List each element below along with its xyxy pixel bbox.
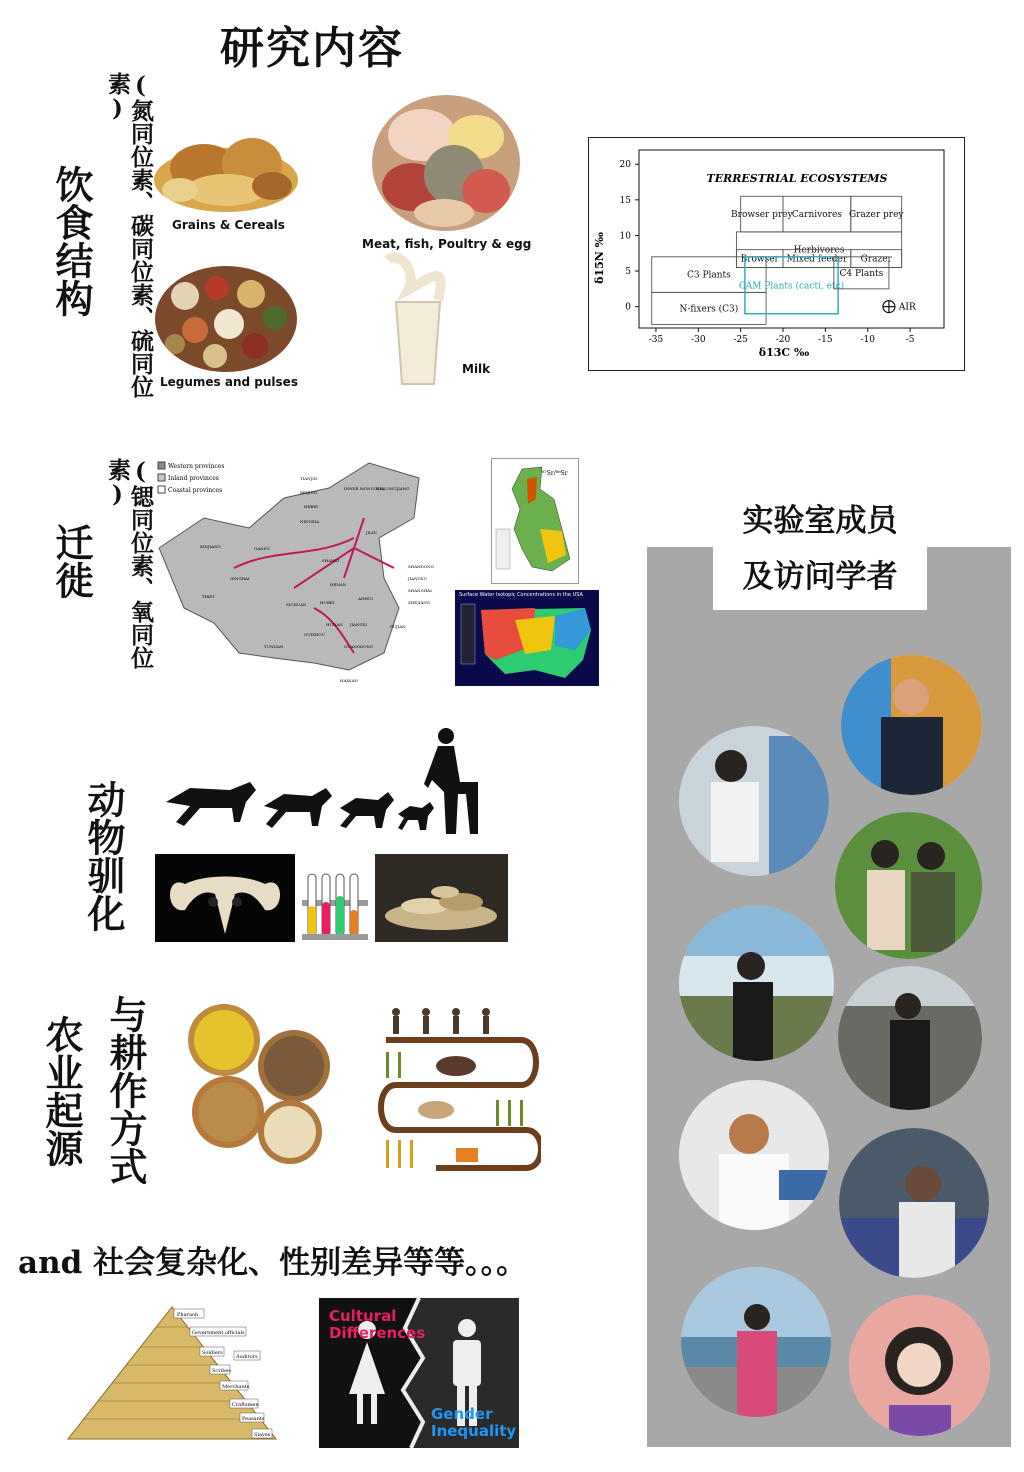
label-meat: Meat, fish, Poultry & egg	[362, 237, 532, 251]
map-label: ANHUI	[358, 596, 373, 601]
map-label: JIANGSU	[408, 576, 427, 581]
map-label: BEIJING	[300, 490, 318, 495]
pyramid-label: Soldiers	[202, 1350, 223, 1356]
section-title-domestication: 动物驯化	[81, 780, 126, 932]
bones-image	[375, 854, 508, 942]
usa-oxygen-map	[455, 590, 599, 686]
map-label: YUNNAN	[264, 644, 284, 649]
isotope-chart-svg	[589, 138, 964, 370]
map-label: TIANJIN	[300, 476, 318, 481]
map-label: INNER MONGOLIA	[344, 486, 385, 491]
pyramid-label: Auditors	[236, 1354, 258, 1360]
map-legend-coastal: Coastal provinces	[168, 487, 223, 494]
section-title-migration: 迁徙	[49, 523, 94, 599]
member-photo	[839, 1128, 989, 1278]
map-label: HUNAN	[326, 622, 343, 627]
x-tick-label: -25	[733, 335, 748, 345]
isotope-chart	[588, 137, 965, 371]
x-tick-label: -10	[860, 335, 875, 345]
y-tick-label: 10	[619, 231, 631, 242]
x-tick-label: -20	[775, 335, 791, 345]
member-photo	[849, 1295, 990, 1436]
chart-title: TERRESTRIAL ECOSYSTEMS	[706, 172, 888, 185]
map-legend-western: Western provinces	[168, 463, 225, 470]
pyramid-label: Craftsmen	[232, 1402, 259, 1408]
lab-members-title	[713, 493, 927, 610]
chart-box-label: Carnivores	[791, 210, 842, 221]
y-tick-label: 0	[625, 302, 631, 313]
map-label: HENAN	[330, 582, 347, 587]
lab-title-line1: 实验室成员	[742, 503, 898, 539]
map-label: SHANXI	[322, 558, 340, 563]
map-label: XINJIANG	[200, 544, 221, 549]
map-label: HUBEI	[320, 600, 335, 605]
uk-map-label: ⁸⁷Sr/⁸⁶Sr	[542, 470, 568, 477]
social-pyramid-image	[64, 1305, 280, 1441]
chart-point-label: AIR	[898, 302, 916, 313]
map-legend-inland: Inland provinces	[168, 475, 219, 482]
map-label: ZHEJIANG	[408, 600, 430, 605]
grain-bowls-image	[186, 1000, 336, 1165]
map-label: GUIZHOU	[304, 632, 326, 637]
meat-image	[372, 95, 520, 231]
gender-label-top: Cultural Differences	[329, 1307, 426, 1342]
section-title-agriculture: 农业起源	[39, 1015, 84, 1167]
map-label: JIANGXI	[350, 622, 368, 627]
map-label: QINGHAI	[230, 576, 250, 581]
label-legumes: Legumes and pulses	[160, 375, 298, 389]
x-tick-label: -35	[648, 335, 664, 345]
society-text: and 社会复杂化、性别差异等等。。。	[18, 1245, 528, 1281]
chart-box-label: Mixed feeder	[786, 254, 848, 265]
usa-map-title: Surface Water Isotopic Concentrations in the USA	[459, 592, 583, 598]
grains-image	[152, 120, 300, 215]
map-label: SHANGHAI	[408, 588, 432, 593]
chart-box-label: Grazer prey	[848, 210, 904, 221]
gender-inequality-image	[319, 1298, 519, 1448]
migration-isotopes-label: (锶同位素、氧同位素)	[104, 458, 154, 669]
map-label: HEILONGJIANG	[376, 486, 410, 491]
pyramid-label: Merchants	[222, 1384, 250, 1390]
member-photo	[838, 966, 982, 1110]
chart-box-label: N-fixers (C3)	[679, 304, 739, 315]
y-tick-label: 15	[619, 195, 631, 206]
milk-image	[378, 250, 458, 390]
dog-domestication-silhouettes	[160, 722, 488, 837]
gender-label-bottom: Gender Inequality	[431, 1405, 517, 1440]
y-tick-label: 20	[619, 160, 631, 171]
pyramid-label: Scribes	[212, 1368, 231, 1374]
member-photo	[679, 1080, 829, 1230]
y-tick-label: 5	[625, 267, 631, 278]
member-photo	[681, 1267, 831, 1417]
legumes-image	[155, 266, 297, 372]
member-photo	[841, 655, 982, 795]
section-subtitle-agriculture: 与耕作方式	[103, 995, 148, 1185]
map-label: GANSU	[254, 546, 270, 551]
diet-isotopes-label: (氮同位素、碳同位素、硫同位素)	[104, 72, 154, 398]
chart-ylabel: δ15N ‰	[593, 232, 606, 284]
map-label: GUANGDONG	[344, 644, 374, 649]
chart-xlabel: δ13C ‰	[758, 346, 810, 359]
map-label: JILIN	[366, 530, 377, 535]
chart-box-label: CAM Plants (cacti, etc)	[738, 281, 845, 292]
map-label: TIBET	[202, 594, 215, 599]
chart-box-label: C4 Plants	[839, 268, 884, 279]
lab-title-line2: 及访问学者	[742, 559, 898, 595]
label-milk: Milk	[462, 362, 491, 376]
map-label: FUJIAN	[390, 624, 406, 629]
pyramid-label: Peasants	[242, 1416, 265, 1422]
map-label: NINGXIA	[300, 519, 320, 524]
section-title-diet: 饮食结构	[49, 165, 94, 317]
x-tick-label: -5	[905, 335, 915, 345]
chart-box-label: Herbivores	[793, 245, 845, 256]
test-tubes-image	[300, 866, 370, 942]
label-grains: Grains & Cereals	[172, 218, 285, 232]
pyramid-label: Slaves	[254, 1432, 271, 1438]
member-photo	[679, 906, 834, 1061]
map-label: SHANDONG	[408, 564, 434, 569]
map-label: HAINAN	[340, 678, 358, 683]
member-photo	[835, 812, 982, 959]
pyramid-label: Government officials	[192, 1330, 245, 1336]
map-label: SICHUAN	[286, 602, 307, 607]
farming-evolution-illustration	[376, 1000, 541, 1175]
china-migration-map	[154, 458, 436, 686]
chart-box-label: C3 Plants	[686, 270, 731, 281]
x-tick-label: -30	[691, 335, 706, 345]
member-photo	[679, 726, 829, 876]
uk-strontium-map	[491, 458, 579, 584]
page-title: 研究内容	[220, 23, 404, 74]
pyramid-label: Pharaoh	[177, 1312, 199, 1318]
chart-box-label: Browser prey	[731, 210, 793, 221]
chart-box-label: Browser	[740, 254, 779, 265]
chart-box-label: Grazer	[860, 254, 892, 265]
x-tick-label: -15	[818, 335, 833, 345]
ram-skull-image	[155, 854, 295, 942]
map-label: HEBEI	[304, 504, 318, 509]
